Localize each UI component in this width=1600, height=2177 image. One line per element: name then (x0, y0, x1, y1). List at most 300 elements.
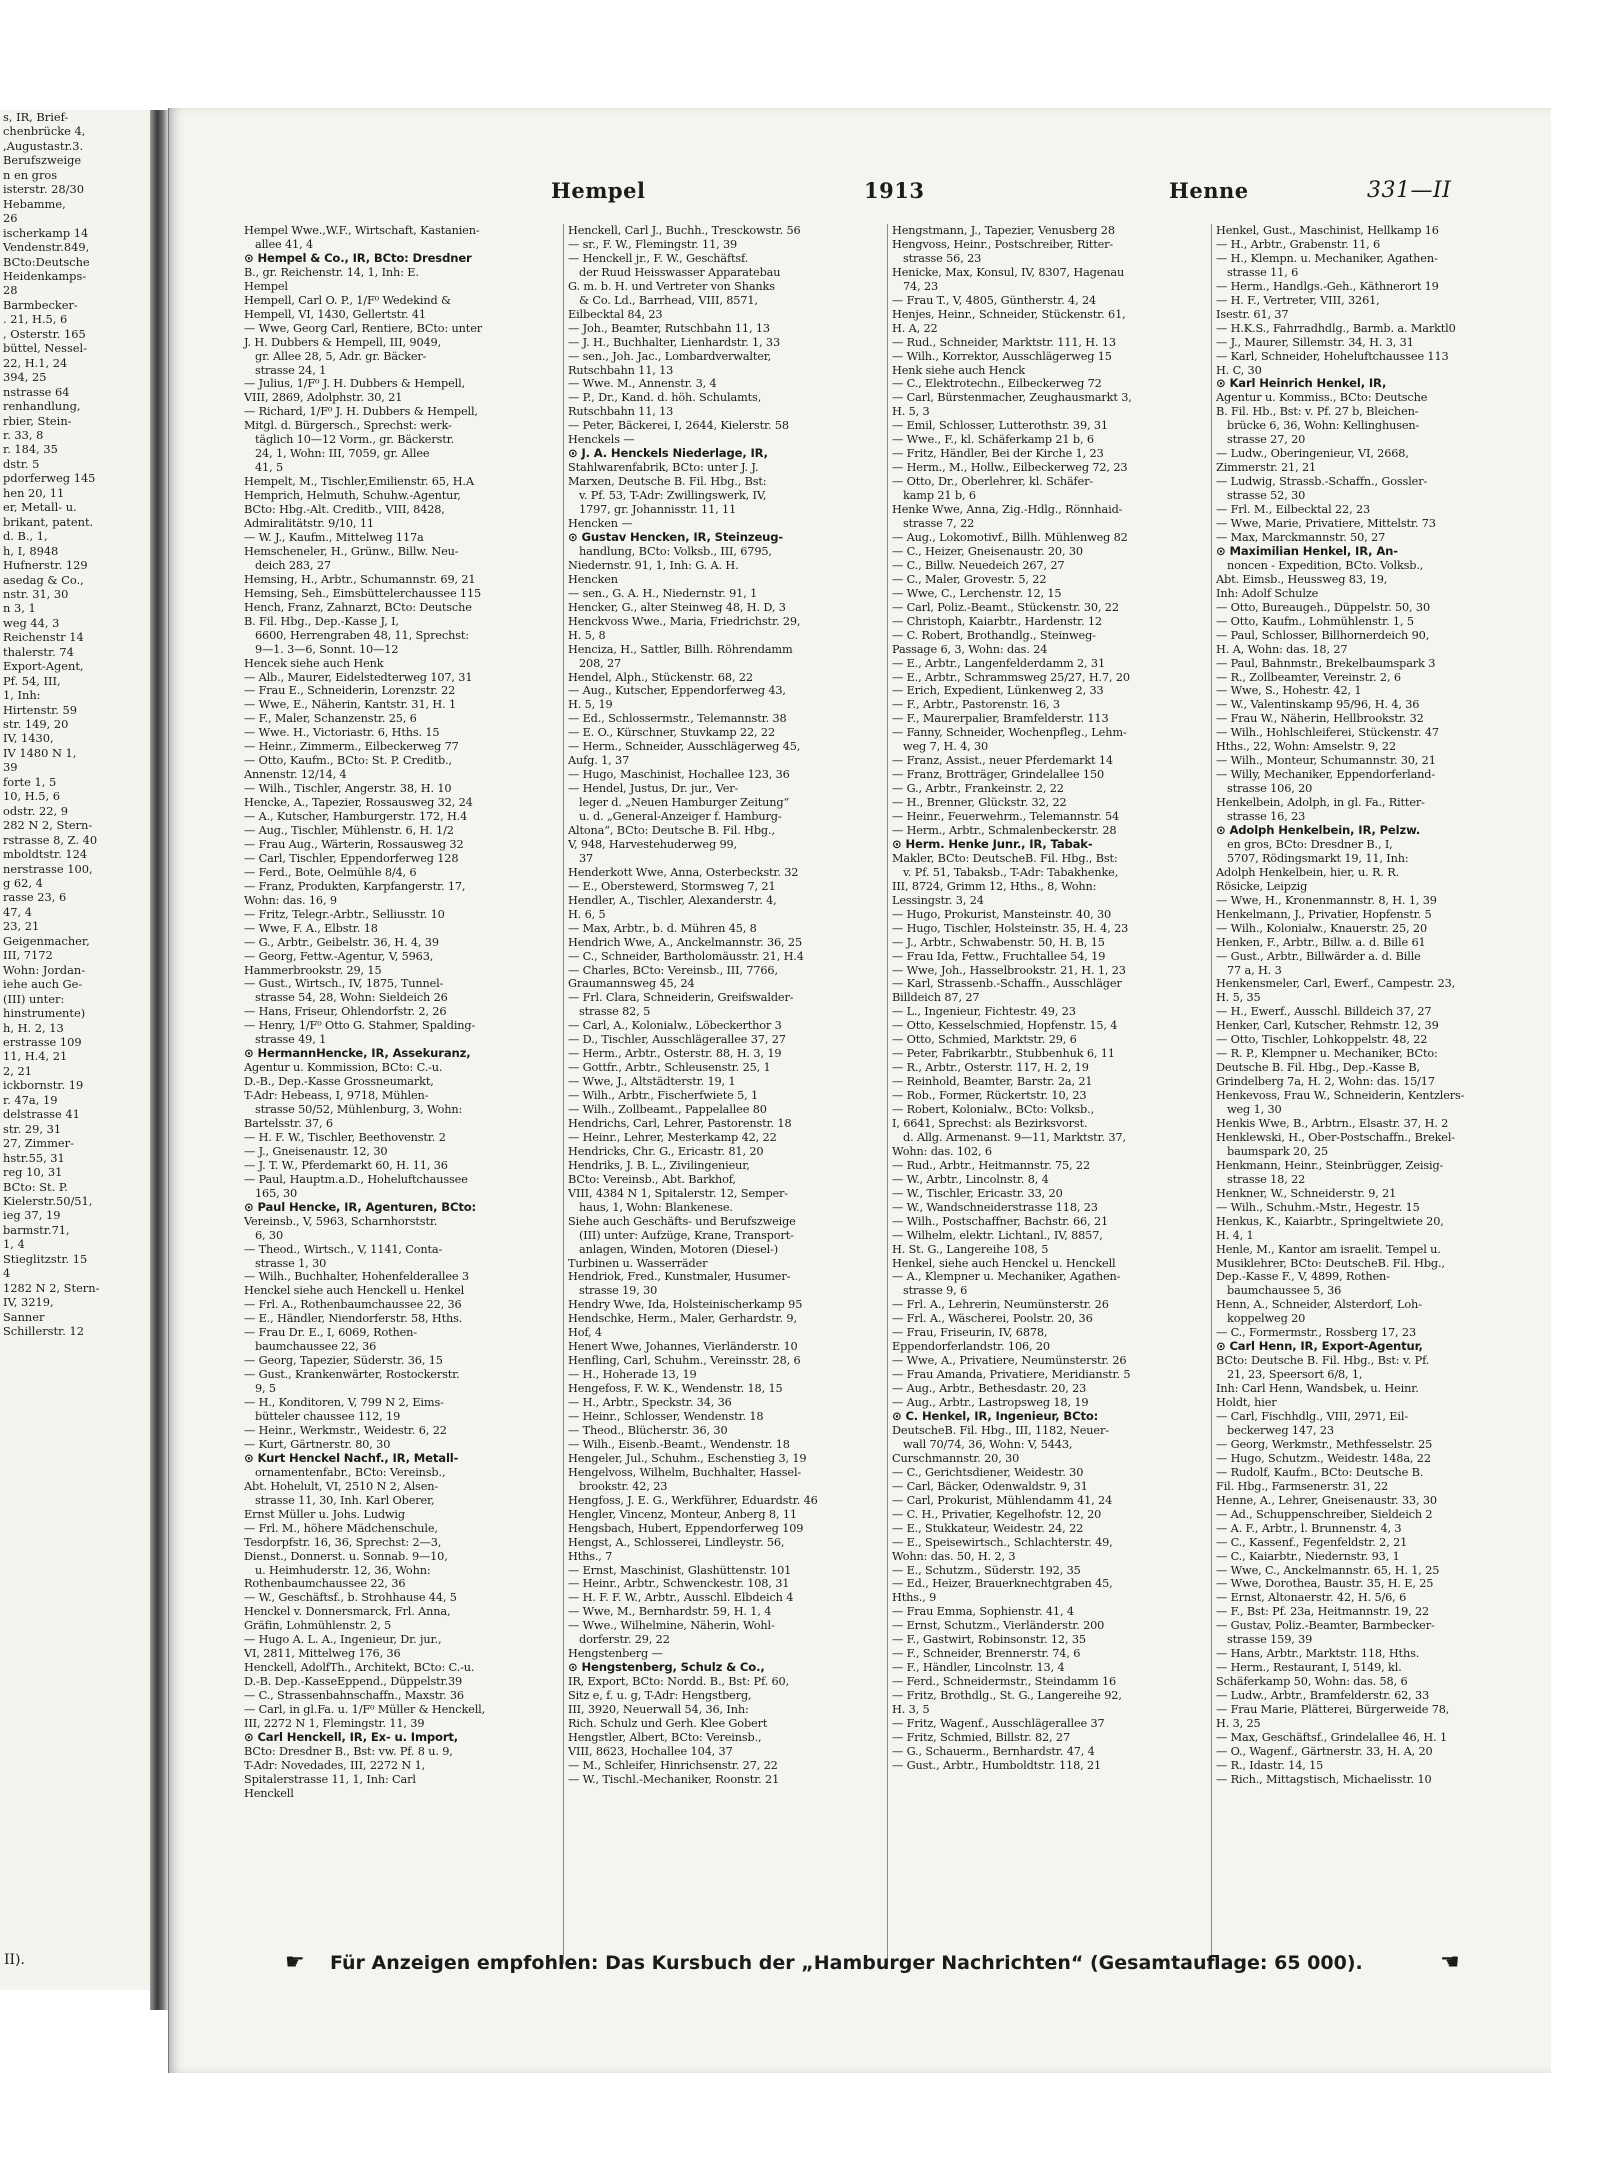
directory-entry-line: Hemprich, Helmuth, Schuhw.-Agentur, (244, 489, 461, 503)
directory-entry-line: — O., Wagenf., Gärtnerstr. 33, H. A, 20 (1216, 1744, 1433, 1758)
directory-entry-line: Henn, A., Schneider, Alsterdorf, Loh- (1216, 1298, 1422, 1312)
directory-entry-line: strasse 27, 20 (1227, 433, 1306, 447)
directory-entry-line: Hendriok, Fred., Kunstmaler, Husumer- (568, 1270, 791, 1284)
directory-entry-line: Deutsche B. Fil. Hbg., Dep.-Kasse B, (1216, 1061, 1420, 1075)
left-page-line: BCto: St. P. (3, 1179, 68, 1194)
directory-entry-line: — Frau Dr. E., I, 6069, Rothen- (244, 1326, 417, 1340)
directory-columns (169, 224, 1552, 1964)
directory-entry-line: Hencek siehe auch Henk (244, 656, 384, 670)
directory-entry-line: Hengeler, Jul., Schuhm., Eschenstieg 3, 19 (568, 1451, 807, 1465)
directory-entry-line: — Wilh., Kolonialw., Knauerstr. 25, 20 (1216, 921, 1427, 935)
left-page-line: s, IR, Brief- (3, 110, 69, 124)
directory-entry-line: Stahlwarenfabrik, BCto: unter J. J. (568, 461, 759, 475)
directory-entry-line: Hendricks, Chr. G., Ericastr. 81, 20 (568, 1144, 764, 1158)
left-page-line: rasse 23, 6 (3, 890, 67, 905)
left-page-line: 11, H.4, 21 (3, 1049, 68, 1064)
directory-entry-line: — Joh., Beamter, Rutschbahn 11, 13 (568, 321, 770, 335)
left-page-line: r. 47a, 19 (3, 1092, 58, 1107)
directory-entry-line: strasse 82, 5 (579, 1005, 651, 1019)
directory-entry-line: — J., Gneisenaustr. 12, 30 (244, 1144, 388, 1158)
directory-entry-line: Inh: Carl Henn, Wandsbek, u. Heinr. (1216, 1382, 1419, 1396)
directory-entry-line: — Otto, Kaufm., Lohmühlenstr. 1, 5 (1216, 614, 1414, 628)
directory-entry-line: H. 5, 35 (1216, 991, 1261, 1005)
directory-entry-line: H. C, 30 (1216, 363, 1262, 377)
directory-entry-line: D.-B. Dep.-KasseEppend., Düppelstr.39 (244, 1675, 463, 1689)
directory-entry-line: Eilbecktal 84, 23 (568, 307, 663, 321)
directory-entry-line: Vereinsb., V, 5963, Scharnhorststr. (244, 1214, 438, 1228)
directory-entry-line: — C., Heizer, Gneisenaustr. 20, 30 (892, 544, 1083, 558)
left-page-line: Geigenmacher, (3, 933, 90, 948)
directory-entry-line: — Wilh., Korrektor, Ausschlägerweg 15 (892, 349, 1112, 363)
directory-entry-line: — Otto, Kaufm., BCto: St. P. Creditb., (244, 754, 453, 768)
directory-entry-line: Ernst Müller u. Johs. Ludwig (244, 1507, 405, 1521)
directory-entry-line: — E., Stukkateur, Weidestr. 24, 22 (892, 1521, 1084, 1535)
directory-entry-line: — W. J., Kaufm., Mittelweg 117a (244, 530, 424, 544)
left-page-line: brikant, patent. (3, 514, 94, 529)
directory-entry-line: Agentur u. Kommiss., BCto: Deutsche (1216, 391, 1428, 405)
directory-entry-line: — Ferd., Bote, Oelmühle 8/4, 6 (244, 865, 417, 879)
directory-entry-line: — Karl, Schneider, Hoheluftchaussee 113 (1216, 349, 1449, 363)
directory-entry-line: H. St. G., Langereihe 108, 5 (892, 1242, 1049, 1256)
directory-entry-line: ⊙ Kurt Henckel Nachf., IR, Metall- (244, 1451, 459, 1465)
directory-entry-line: — C. H., Privatier, Kegelhofstr. 12, 20 (892, 1507, 1102, 1521)
directory-entry-line: Sitz e, f. u. g, T-Adr: Hengstberg, (568, 1689, 752, 1703)
pointing-hand-icon: ☛ (1440, 1950, 1460, 1975)
directory-entry-line: — Karl, Strassenb.-Schaffn., Ausschläger (892, 977, 1122, 991)
directory-entry-line: Lessingstr. 3, 24 (892, 893, 984, 907)
directory-entry-line: dorferstr. 29, 22 (579, 1633, 670, 1647)
directory-entry-line: ornamentenfabr., BCto: Vereinsb., (255, 1465, 446, 1479)
directory-entry-line: Adolph Henkelbein, hier, u. R. R. (1216, 865, 1400, 879)
directory-entry-line: Hengst, A., Schlosserei, Lindleystr. 56, (568, 1535, 785, 1549)
left-page-line: (III) unter: (3, 991, 65, 1006)
directory-entry-line: Henicke, Max, Konsul, IV, 8307, Hagenau (892, 265, 1125, 279)
directory-entry-line: 6, 30 (255, 1228, 283, 1242)
directory-entry-line: Henkevoss, Frau W., Schneiderin, Kentzlers- (1216, 1089, 1465, 1103)
left-page-line: chenbrücke 4, (3, 124, 86, 139)
directory-entry-line: Hencken (568, 572, 618, 586)
directory-entry-line: strasse 50/52, Mühlenburg, 3, Wohn: (255, 1103, 463, 1117)
left-page-line: 27, Zimmer- (3, 1136, 74, 1151)
directory-entry-line: — H. F., Vertreter, VIII, 3261, (1216, 293, 1380, 307)
directory-entry-line: — Paul, Bahnmstr., Brekelbaumspark 3 (1216, 656, 1436, 670)
directory-entry-line: — Otto, Kesselschmied, Hopfenstr. 15, 4 (892, 1019, 1118, 1033)
directory-entry-line: Rutschbahn 11, 13 (568, 363, 674, 377)
directory-entry-line: — sen., Joh. Jac., Lombardverwalter, (568, 349, 772, 363)
directory-entry-line: BCto: Dresdner B., Bst: vw. Pf. 8 u. 9, (244, 1744, 453, 1758)
directory-entry-line: — H.K.S., Fahrradhdlg., Barmb. a. Marktl0 (1216, 321, 1456, 335)
directory-entry-line: III, 3920, Neuerwall 54, 36, Inh: (568, 1703, 749, 1717)
directory-entry-line: H. A, Wohn: das. 18, 27 (1216, 642, 1348, 656)
directory-entry-line: — Herm., M., Hollw., Eilbeckerweg 72, 23 (892, 461, 1128, 475)
directory-entry-line: — Ludwig, Strassb.-Schaffn., Gossler- (1216, 475, 1428, 489)
directory-entry-line: H. 6, 5 (568, 907, 606, 921)
directory-entry-line: — C., Kassenf., Fegenfeldstr. 2, 21 (1216, 1535, 1408, 1549)
directory-entry-line: — Hugo, Tischler, Holsteinstr. 35, H. 4, 23 (892, 921, 1129, 935)
directory-entry-line: — Wilhelm, elektr. Lichtanl., IV, 8857, (892, 1228, 1103, 1242)
left-page-line: 23, 21 (3, 919, 40, 934)
directory-entry-line: Isestr. 61, 37 (1216, 307, 1289, 321)
directory-entry-line: Hendrichs, Carl, Lehrer, Pastorenstr. 18 (568, 1117, 792, 1130)
left-page-line: Kielerstr.50/51, (3, 1193, 93, 1208)
left-page-line: IV, 1430, (3, 731, 54, 746)
directory-entry-line: strasse 1, 30 (255, 1256, 327, 1270)
directory-entry-line: Zimmerstr. 21, 21 (1216, 461, 1317, 475)
directory-entry-line: ⊙ Karl Heinrich Henkel, IR, (1216, 377, 1387, 391)
directory-entry-line: — Wwe, C., Lerchenstr. 12, 15 (892, 586, 1062, 600)
directory-entry-line: Henderkott Wwe, Anna, Osterbeckstr. 32 (568, 865, 799, 879)
footer-advertisement (0, 1950, 1600, 1980)
directory-entry-line: — F., Bst: Pf. 23a, Heitmannstr. 19, 22 (1216, 1605, 1430, 1619)
directory-entry-line: — J., Arbtr., Schwabenstr. 50, H. B, 15 (892, 935, 1105, 949)
directory-entry-line: — Rudolf, Kaufm., BCto: Deutsche B. (1216, 1465, 1424, 1479)
directory-entry-line: brücke 6, 36, Wohn: Kellinghusen- (1227, 419, 1420, 433)
left-page-line: er, Metall- u. (3, 500, 77, 515)
directory-entry-line: VI, 2811, Mittelweg 176, 36 (244, 1647, 401, 1661)
directory-entry-line: weg 1, 30 (1227, 1103, 1282, 1117)
directory-entry-line: H. 5, 3 (892, 405, 930, 419)
directory-entry-line: — Aug., Arbtr., Bethesdastr. 20, 23 (892, 1382, 1087, 1396)
left-page-line: 1, Inh: (3, 688, 41, 703)
directory-entry-line: — Gottfr., Arbtr., Schleusenstr. 25, 1 (568, 1061, 771, 1075)
directory-entry-line: Marxen, Deutsche B. Fil. Hbg., Bst: (568, 475, 767, 489)
directory-entry-line: — F., Maler, Schanzenstr. 25, 6 (244, 712, 417, 726)
directory-entry-line: strasse 9, 6 (903, 1284, 968, 1298)
left-page-line: n en gros (3, 167, 58, 182)
directory-entry-line: — Wilh., Arbtr., Fischerfwiete 5, 1 (568, 1089, 759, 1103)
directory-entry-line: — C., Maler, Grovestr. 5, 22 (892, 572, 1047, 586)
page-header (169, 178, 1552, 212)
directory-entry-line: Hendry Wwe, Ida, Holsteinischerkamp 95 (568, 1298, 803, 1312)
directory-entry-line: 165, 30 (255, 1186, 298, 1200)
directory-entry-line: — Franz, Produkten, Karpfangerstr. 17, (244, 879, 466, 893)
directory-entry-line: — L., Ingenieur, Fichtestr. 49, 23 (892, 1005, 1076, 1019)
left-page-line: 1282 N 2, Stern- (3, 1280, 100, 1295)
left-page-line: str. 149, 20 (3, 717, 69, 732)
directory-entry-line: — R., Arbtr., Osterstr. 117, H. 2, 19 (892, 1061, 1089, 1075)
directory-entry-line: Fil. Hbg., Farmsenerstr. 31, 22 (1216, 1479, 1389, 1493)
directory-entry-line: — H., Ewerf., Ausschl. Billdeich 37, 27 (1216, 1005, 1432, 1019)
directory-entry-line: — Rob., Former, Rückertstr. 10, 23 (892, 1089, 1087, 1103)
left-page-line: r. 33, 8 (3, 427, 44, 442)
directory-entry-line: — A., Klempner u. Mechaniker, Agathen- (892, 1270, 1121, 1284)
directory-entry-line: Henklewski, H., Ober-Postschaffn., Brekel- (1216, 1130, 1455, 1144)
directory-entry-line: ⊙ Hengstenberg, Schulz & Co., (568, 1661, 765, 1675)
directory-entry-line: — sr., F. W., Flemingstr. 11, 39 (568, 237, 738, 251)
directory-entry-line: täglich 10—12 Vorm., gr. Bäckerstr. (255, 433, 455, 447)
directory-entry-line: — C., Schneider, Bartholomäusstr. 21, H.4 (568, 949, 804, 963)
directory-entry-line: Hengsbach, Hubert, Eppendorferweg 109 (568, 1521, 804, 1535)
directory-entry-line: — Wwe, S., Hohestr. 42, 1 (1216, 684, 1362, 698)
left-page-line: pdorferweg 145 (3, 471, 96, 486)
directory-entry-line: — Wwe, E., Näherin, Kantstr. 31, H. 1 (244, 698, 457, 712)
directory-entry-line: — Hugo A. L. A., Ingenieur, Dr. jur., (244, 1633, 442, 1647)
directory-entry-line: — Rud., Arbtr., Heitmannstr. 75, 22 (892, 1158, 1090, 1172)
directory-entry-line: ⊙ Carl Henckell, IR, Ex- u. Import, (244, 1730, 459, 1744)
directory-entry-line: — Rich., Mittagstisch, Michaelisstr. 10 (1216, 1772, 1432, 1786)
directory-entry-line: — Frau Amanda, Privatiere, Meridianstr. 5 (892, 1368, 1131, 1382)
directory-entry-line: 5707, Rödingsmarkt 19, 11, Inh: (1227, 851, 1409, 865)
directory-entry-line: — H., Arbtr., Speckstr. 34, 36 (568, 1396, 732, 1410)
directory-page (168, 108, 1552, 2073)
directory-entry-line: strasse 54, 28, Wohn: Sieldeich 26 (255, 991, 448, 1005)
header-last-name: Henne (1169, 178, 1249, 203)
directory-entry-line: — H., Klempn. u. Mechaniker, Agathen- (1216, 251, 1438, 265)
left-page-line: Export-Agent, (3, 659, 84, 674)
directory-entry-line: — Fritz, Brothdlg., St. G., Langereihe 92, (892, 1689, 1122, 1703)
directory-entry-line: — Gust., Wirtsch., IV, 1875, Tunnel- (244, 977, 444, 991)
directory-entry-line: — Wilh., Monteur, Schumannstr. 30, 21 (1216, 754, 1436, 768)
header-year: 1913 (864, 178, 925, 203)
directory-entry-line: strasse 19, 30 (579, 1284, 658, 1298)
directory-entry-line: Eppendorferlandstr. 106, 20 (892, 1340, 1050, 1354)
directory-entry-line: 1797, gr. Johannisstr. 11, 11 (579, 503, 737, 517)
left-page-line: Pf. 54, III, (3, 673, 61, 688)
directory-entry-line: Henckel v. Donnersmarck, Frl. Anna, (244, 1605, 451, 1619)
left-page-lines (0, 110, 150, 1339)
directory-entry-line: — Carl, Bürstenmacher, Zeughausmarkt 3, (892, 391, 1132, 405)
left-page-line: weg 44, 3 (3, 615, 60, 630)
directory-entry-line: DeutscheB. Fil. Hbg., III, 1182, Neuer- (892, 1423, 1109, 1437)
directory-entry-line: — Wwe. M., Annenstr. 3, 4 (568, 377, 717, 391)
directory-entry-line: — Ernst, Altonaerstr. 42, H. 5/6, 6 (1216, 1591, 1407, 1605)
directory-entry-line: Henne, A., Lehrer, Gneisenaustr. 33, 30 (1216, 1493, 1437, 1507)
directory-entry-line: 208, 27 (579, 656, 622, 670)
directory-entry-line: Hengefoss, F. W. K., Wendenstr. 18, 15 (568, 1382, 783, 1396)
directory-entry-line: — Fritz, Wagenf., Ausschlägerallee 37 (892, 1716, 1105, 1730)
directory-entry-line: Passage 6, 3, Wohn: das. 24 (892, 642, 1048, 656)
directory-entry-line: Henkel, siehe auch Henckel u. Henckell (892, 1256, 1116, 1270)
directory-entry-line: Hths., 9 (892, 1591, 937, 1605)
directory-entry-line: Hench, Franz, Zahnarzt, BCto: Deutsche (244, 600, 472, 614)
directory-entry-line: — G., Schauerm., Bernhardstr. 47, 4 (892, 1744, 1095, 1758)
left-page-line: Hufnerstr. 129 (3, 558, 88, 573)
directory-entry-line: brookstr. 42, 23 (579, 1479, 668, 1493)
directory-entry-line: — Frl. Clara, Schneiderin, Greifswalder- (568, 991, 794, 1005)
directory-entry-line: strasse 11, 6 (1227, 265, 1299, 279)
directory-entry-line: Henkis Wwe, B., Arbtrn., Elsastr. 37, H. 2 (1216, 1117, 1449, 1130)
directory-entry-line: — Fritz, Telegr.-Arbtr., Selliusstr. 10 (244, 907, 445, 921)
left-page-line: nstrasse 64 (3, 384, 70, 399)
pointing-hand-icon: ☛ (285, 1950, 305, 1975)
directory-entry-line: v. Pf. 53, T-Adr: Zwillingswerk, IV, (579, 489, 767, 503)
directory-entry-line: — Gustav, Poliz.-Beamter, Barmbecker- (1216, 1619, 1435, 1633)
directory-entry-line: — Frl. M., höhere Mädchenschule, (244, 1521, 438, 1535)
directory-entry-line: Henkelmann, J., Privatier, Hopfenstr. 5 (1216, 907, 1432, 921)
directory-entry-line: IR, Export, BCto: Nordd. B., Bst: Pf. 60, (568, 1675, 790, 1689)
directory-entry-line: Hendrich Wwe, A., Anckelmannstr. 36, 25 (568, 935, 802, 949)
directory-entry-line: — Fanny, Schneider, Wochenpfleg., Lehm- (892, 726, 1127, 740)
directory-entry-line: — H. F. F. W., Arbtr., Ausschl. Elbdeich 4 (568, 1591, 794, 1605)
directory-entry-line: — Herm., Restaurant, I, 5149, kl. (1216, 1661, 1402, 1675)
directory-entry-line: strasse 52, 30 (1227, 489, 1306, 503)
directory-entry-line: BCto: Vereinsb., Abt. Barkhof, (568, 1172, 736, 1186)
directory-entry-line: — Ferd., Schneidermstr., Steindamm 16 (892, 1675, 1117, 1689)
directory-entry-line: V, 948, Harvestehuderweg 99, (568, 837, 737, 851)
directory-entry-line: Wohn: das. 102, 6 (892, 1144, 992, 1158)
directory-entry-line: ⊙ C. Henkel, IR, Ingenieur, BCto: (892, 1410, 1099, 1424)
directory-entry-line: — Julius, 1/F⁰ J. H. Dubbers & Hempell, (244, 377, 466, 391)
directory-entry-line: G. m. b. H. und Vertreter von Shanks (568, 279, 775, 293)
left-page-line: ischerkamp 14 (3, 225, 89, 240)
directory-entry-line: Rich. Schulz und Gerh. Klee Gobert (568, 1716, 768, 1730)
directory-entry-line: ⊙ Herm. Henke Junr., IR, Tabak- (892, 837, 1093, 851)
directory-entry-line: 9—1. 3—6, Sonnt. 10—12 (255, 642, 399, 656)
directory-entry-line: Henckell, Carl J., Buchh., Tresckowstr. 56 (568, 224, 801, 237)
directory-entry-line: — Max, Arbtr., b. d. Mühren 45, 8 (568, 921, 757, 935)
directory-entry-line: — Aug., Tischler, Mühlenstr. 6, H. 1/2 (244, 823, 454, 837)
directory-entry-line: Hths., 22, Wohn: Amselstr. 9, 22 (1216, 740, 1396, 754)
directory-entry-line: — Ad., Schuppenschreiber, Sieldeich 2 (1216, 1507, 1433, 1521)
left-page-line: dstr. 5 (3, 456, 40, 471)
directory-entry-line: Wohn: das. 16, 9 (244, 893, 337, 907)
directory-entry-line: — Frl. M., Eilbecktal 22, 23 (1216, 503, 1371, 517)
directory-entry-line: — Charles, BCto: Vereinsb., III, 7766, (568, 963, 778, 977)
left-page-line: BCto:Deutsche (3, 254, 90, 269)
directory-entry-line: — Peter, Bäckerei, I, 2644, Kielerstr. 58 (568, 419, 789, 433)
directory-entry-line: — Gust., Krankenwärter, Rostockerstr. (244, 1368, 460, 1382)
directory-entry-line: 21, 23, Speersort 6/8, 1, (1227, 1368, 1363, 1382)
directory-entry-line: — Ernst, Schutzm., Vierländerstr. 200 (892, 1619, 1105, 1633)
directory-entry-line: — Carl, Poliz.-Beamt., Stückenstr. 30, 22 (892, 600, 1119, 614)
directory-entry-line: kamp 21 b, 6 (903, 489, 976, 503)
directory-entry-line: — E., Arbtr., Schrammsweg 25/27, H.7, 20 (892, 670, 1130, 684)
directory-entry-line: u. Heimhuderstr. 12, 36, Wohn: (255, 1563, 431, 1577)
directory-entry-line: Henken, F., Arbtr., Billw. a. d. Bille 61 (1216, 935, 1426, 949)
directory-entry-line: — Wwe., F., kl. Schäferkamp 21 b, 6 (892, 433, 1094, 447)
directory-entry-line: — Georg, Tapezier, Süderstr. 36, 15 (244, 1354, 443, 1368)
left-page-line: thalerstr. 74 (3, 644, 74, 659)
directory-entry-line: Dep.-Kasse F., V, 4899, Rothen- (1216, 1270, 1390, 1284)
directory-entry-line: weg 7, H. 4, 30 (903, 740, 989, 754)
directory-entry-line: Abt. Hohelult, VI, 2510 N 2, Alsen- (244, 1479, 439, 1493)
directory-entry-line: Henert Wwe, Johannes, Vierländerstr. 10 (568, 1340, 798, 1354)
directory-entry-line: strasse 56, 23 (903, 251, 982, 265)
directory-entry-line: — Fritz, Händler, Bei der Kirche 1, 23 (892, 447, 1104, 461)
left-page-line: odstr. 22, 9 (3, 803, 68, 818)
left-page-line: IV, 3219, (3, 1295, 54, 1310)
directory-entry-line: — F., Händler, Lincolnstr. 13, 4 (892, 1661, 1065, 1675)
left-page-line: 282 N 2, Stern- (3, 818, 93, 833)
left-page-line: Wohn: Jordan- (3, 962, 86, 977)
left-page-line: renhandlung, (3, 399, 81, 414)
directory-entry-line: d. Allg. Armenanst. 9—11, Marktstr. 37, (903, 1130, 1126, 1144)
directory-entry-line: — Emil, Schlosser, Lutterothstr. 39, 31 (892, 419, 1108, 433)
left-page-line: Reichenstr 14 (3, 630, 84, 645)
directory-entry-line: — W., Tischl.-Mechaniker, Roonstr. 21 (568, 1772, 780, 1786)
directory-entry-line: — Hendel, Justus, Dr. jur., Ver- (568, 782, 739, 796)
left-page-line: mboldtstr. 124 (3, 847, 88, 862)
directory-entry-line: — Heinr., Schlosser, Wendenstr. 18 (568, 1410, 764, 1424)
directory-entry-line: — Wilh., Zollbeamt., Pappelallee 80 (568, 1103, 767, 1117)
directory-entry-line: — Frl. A., Lehrerin, Neumünsterstr. 26 (892, 1298, 1109, 1312)
left-page-line: ,Augustastr.3. (3, 138, 84, 153)
directory-entry-line: — Wwe, C., Anckelmannstr. 65, H. 1, 25 (1216, 1563, 1440, 1577)
directory-entry-line: — H., Hoherade 13, 19 (568, 1368, 697, 1382)
directory-entry-line: Turbinen u. Wasserräder (568, 1256, 708, 1270)
directory-entry-line: — Frau Ida, Fettw., Fruchtallee 54, 19 (892, 949, 1106, 963)
directory-entry-line: bütteler chaussee 112, 19 (255, 1410, 401, 1424)
directory-entry-line: — Wwe, A., Privatiere, Neumünsterstr. 26 (892, 1354, 1127, 1368)
directory-entry-line: strasse 7, 22 (903, 517, 975, 531)
left-page-line: Heidenkamps- (3, 268, 87, 283)
directory-entry-line: — Carl, Tischler, Eppendorferweg 128 (244, 851, 459, 865)
directory-entry-line: — Franz, Brotträger, Grindelallee 150 (892, 768, 1105, 782)
directory-entry-line: — Ludw., Arbtr., Bramfelderstr. 62, 33 (1216, 1689, 1430, 1703)
left-page-line: Hebamme, (3, 196, 66, 211)
directory-entry-line: — Reinhold, Beamter, Barstr. 2a, 21 (892, 1075, 1093, 1089)
directory-entry-line: — A. F., Arbtr., l. Brunnenstr. 4, 3 (1216, 1521, 1402, 1535)
directory-entry-line: — Otto, Tischler, Lohkoppelstr. 48, 22 (1216, 1033, 1428, 1047)
directory-entry-line: — Hugo, Schutzm., Weidestr. 148a, 22 (1216, 1451, 1431, 1465)
directory-entry-line: Spitalerstrasse 11, 1, Inh: Carl (244, 1772, 416, 1786)
directory-entry-line: — C., Gerichtsdiener, Weidestr. 30 (892, 1465, 1084, 1479)
directory-entry-line: allee 41, 4 (255, 237, 314, 251)
directory-entry-line: Annenstr. 12/14, 4 (244, 768, 347, 782)
directory-entry-line: — Rud., Schneider, Marktstr. 111, H. 13 (892, 335, 1116, 349)
directory-entry-line: ⊙ J. A. Henckels Niederlage, IR, (568, 447, 768, 461)
directory-entry-line: Hempelt, M., Tischler,Emilienstr. 65, H.A (244, 475, 474, 489)
directory-entry-line: — Heinr., Feuerwehrm., Telemannstr. 54 (892, 810, 1120, 824)
advertisement-text: Für Anzeigen empfohlen: Das Kursbuch der „Hamburger Nachrichten“ (Gesamtauflage: 65 000). (330, 1952, 1363, 1974)
directory-entry-line: — Otto, Schmied, Marktstr. 29, 6 (892, 1033, 1077, 1047)
directory-entry-line: Rutschbahn 11, 13 (568, 405, 674, 419)
directory-entry-line: ⊙ Gustav Hencken, IR, Steinzeug- (568, 530, 784, 544)
directory-entry-line: 6600, Herrengraben 48, 11, Sprechst: (255, 628, 469, 642)
directory-entry-line: — Gust., Arbtr., Billwärder a. d. Bille (1216, 949, 1421, 963)
left-page-line: Hirtenstr. 59 (3, 702, 78, 717)
directory-entry-line: gr. Allee 28, 5, Adr. gr. Bäcker- (255, 349, 427, 363)
left-page-line: 2, 21 (3, 1063, 32, 1078)
directory-entry-line: & Co. Ld., Barrhead, VIII, 8571, (579, 293, 758, 307)
left-page-line: 47, 4 (3, 904, 32, 919)
directory-column-1 (241, 224, 564, 1964)
directory-entry-line: — Frau Emma, Sophienstr. 41, 4 (892, 1605, 1074, 1619)
directory-entry-line: — D., Tischler, Ausschlägerallee 37, 27 (568, 1033, 786, 1047)
left-page-line: erstrasse 109 (3, 1035, 82, 1049)
page-number: 331—II (1367, 178, 1452, 203)
directory-entry-line: Hempell, Carl O. P., 1/F⁰ Wedekind & (244, 293, 451, 307)
directory-entry-line: Hencken — (568, 517, 633, 531)
directory-entry-line: — J. T. W., Pferdemarkt 60, H. 11, 36 (244, 1158, 448, 1172)
directory-entry-line: Henckvoss Wwe., Maria, Friedrichstr. 29, (568, 614, 801, 628)
directory-entry-line: — Max, Marckmannstr. 50, 27 (1216, 530, 1386, 544)
directory-entry-line: — Carl, in gl.Fa. u. 1/F⁰ Müller & Henckell, (244, 1703, 486, 1717)
left-page-line: reg 10, 31 (3, 1165, 63, 1180)
directory-entry-line: Hemsing, Seh., Eimsbüttelerchaussee 115 (244, 586, 482, 600)
directory-entry-line: Henckell, AdolfTh., Architekt, BCto: C.-u. (244, 1661, 475, 1675)
directory-entry-line: — Ernst, Maschinist, Glashüttenstr. 101 (568, 1563, 792, 1577)
directory-entry-line: — Wilh., Hohlschleiferei, Stückenstr. 47 (1216, 726, 1439, 740)
directory-entry-line: — C. Robert, Brothandlg., Steinweg- (892, 628, 1096, 642)
directory-entry-line: Hendschke, Herm., Maler, Gerhardstr. 9, (568, 1312, 797, 1326)
directory-entry-line: Inh: Adolf Schulze (1216, 586, 1319, 600)
directory-entry-line: Hammerbrookstr. 29, 15 (244, 963, 382, 977)
directory-entry-line: — Wilh., Buchhalter, Hohenfelderallee 3 (244, 1270, 469, 1284)
directory-entry-line: deich 283, 27 (255, 558, 331, 572)
directory-entry-line: — W., Wandschneiderstrasse 118, 23 (892, 1200, 1098, 1214)
directory-entry-line: Henker, Carl, Kutscher, Rehmstr. 12, 39 (1216, 1019, 1439, 1033)
directory-entry-line: — F., Maurerpalier, Bramfelderstr. 113 (892, 712, 1109, 726)
left-page-line: 394, 25 (3, 370, 47, 385)
left-page-line: nstr. 31, 30 (3, 586, 69, 601)
directory-entry-line: — E., Arbtr., Langenfelderdamm 2, 31 (892, 656, 1105, 670)
directory-entry-line: Henkner, W., Schneiderstr. 9, 21 (1216, 1186, 1397, 1200)
left-page-line: 22, H.1, 24 (3, 355, 68, 370)
directory-entry-line: 74, 23 (903, 279, 939, 293)
directory-entry-line: T-Adr: Hebeass, I, 9718, Mühlen- (244, 1089, 429, 1103)
directory-entry-line: baumchaussee 22, 36 (255, 1340, 377, 1354)
